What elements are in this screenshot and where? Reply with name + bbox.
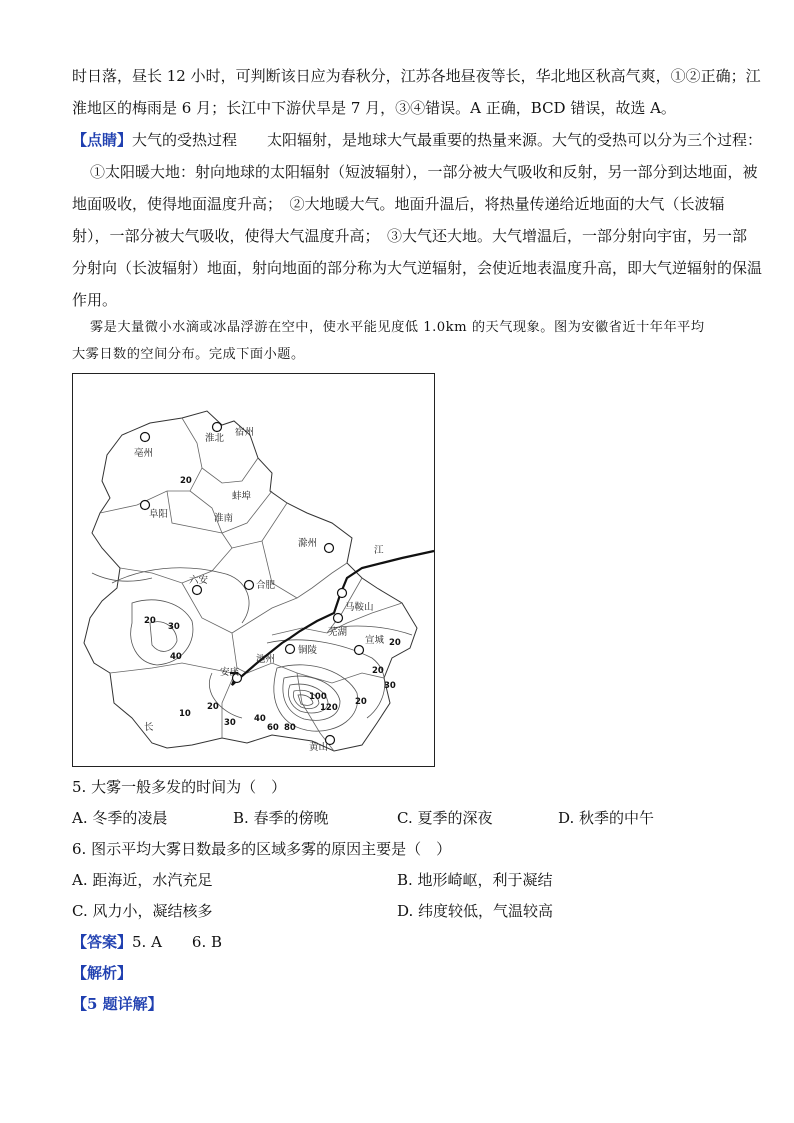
detail-tag: 【5 题详解】	[72, 995, 163, 1013]
q6-option-a[interactable]: A. 距海近，水汽充足	[72, 871, 213, 889]
answer-line	[72, 932, 222, 952]
contour-value: 30	[168, 622, 180, 632]
contour-value: 40	[254, 714, 266, 724]
line-2: 淮地区的梅雨是 6 月；长江中下游伏旱是 7 月，③④错误。A 正确，BCD 错误，故选 A。	[72, 99, 676, 117]
contour-value: 10	[179, 709, 191, 719]
city-label: 阜阳	[149, 509, 169, 520]
city-label: 宿州	[235, 427, 255, 438]
question-6: 6. 图示平均大雾日数最多的区域多雾的原因主要是（ ）	[72, 840, 452, 858]
contour-value: 20	[389, 638, 401, 648]
city-label: 蚌埠	[232, 491, 252, 502]
city-label: 合肥	[256, 580, 276, 591]
city-label: 池州	[256, 654, 276, 665]
city-label: 淮南	[214, 513, 234, 524]
city-label: 六安	[189, 575, 209, 586]
contour-value: 30	[224, 718, 236, 728]
contour-value: 60	[267, 723, 279, 733]
city-label: 淮北	[205, 433, 225, 444]
q6-option-b[interactable]: B. 地形崎岖，利于凝结	[397, 871, 553, 889]
q6-option-c[interactable]: C. 风力小，凝结核多	[72, 902, 213, 920]
contour-value: 20	[144, 616, 156, 626]
contour-value: 100	[309, 692, 327, 702]
q6-option-d[interactable]: D. 纬度较低，气温较高	[397, 902, 554, 920]
line-8: 作用。	[72, 291, 118, 309]
intro-line-1: 雾是大量微小水滴或冰晶浮游在空中，使水平能见度低 1.0km 的天气现象。图为安徽省近十年年平均	[90, 320, 705, 335]
city-label: 安庆	[220, 667, 240, 678]
answer-tag: 【答案】	[72, 933, 133, 951]
city-label: 宣城	[365, 635, 385, 646]
q5-option-c[interactable]: C. 夏季的深夜	[397, 809, 493, 827]
line-4: ①太阳暖大地：射向地球的太阳辐射（短波辐射），一部分被大气吸收和反射，另一部分到达地面，被	[90, 163, 758, 181]
river-label: 江	[374, 545, 384, 556]
q5-option-d[interactable]: D. 秋季的中午	[558, 809, 655, 827]
question-5: 5. 大雾一般多发的时间为（ ）	[72, 778, 287, 796]
city-label: 滁州	[298, 538, 318, 549]
river-label: 长	[144, 722, 154, 733]
intro-line-2: 大雾日数的空间分布。完成下面小题。	[72, 347, 305, 362]
city-label: 铜陵	[298, 645, 318, 656]
q5-option-a[interactable]: A. 冬季的凌晨	[72, 809, 168, 827]
tip-tag: 【点睛】	[72, 131, 133, 149]
fog-distribution-map	[72, 373, 435, 767]
contour-value: 20	[180, 476, 192, 486]
line-7: 分射向（长波辐射）地面，射向地面的部分称为大气逆辐射，会使近地表温度升高，即大气逆辐射的保温	[72, 259, 763, 277]
q5-option-b[interactable]: B. 春季的傍晚	[233, 809, 329, 827]
city-label: 黄山	[309, 742, 329, 753]
city-label: 马鞍山	[345, 602, 374, 613]
line-3	[72, 130, 762, 150]
line-6: 射），一部分被大气吸收，使得大气温度升高； ③大气还大地。大气增温后，一部分射向宇宙，另一部	[72, 227, 748, 245]
contour-value: 40	[170, 652, 182, 662]
city-label: 芜湖	[328, 627, 348, 638]
analysis-tag: 【解析】	[72, 964, 133, 982]
contour-value: 80	[284, 723, 296, 733]
line-1: 时日落，昼长 12 小时，可判断该日应为春秋分，江苏各地昼夜等长，华北地区秋高气爽，①②正确；江	[72, 67, 761, 85]
contour-value: 20	[207, 702, 219, 712]
line-5: 地面吸收，使得地面温度升高； ②大地暖大气。地面升温后，将热量传递给近地面的大气（长波辐	[72, 195, 725, 213]
contour-value: 20	[372, 666, 384, 676]
tip-text: 大气的受热过程 太阳辐射，是地球大气最重要的热量来源。大气的受热可以分为三个过程：	[132, 131, 763, 149]
contour-value: 20	[355, 697, 367, 707]
contour-value: 120	[320, 703, 338, 713]
answer-text: 5. A 6. B	[132, 933, 223, 951]
city-label: 亳州	[134, 448, 154, 459]
contour-value: 30	[384, 681, 396, 691]
